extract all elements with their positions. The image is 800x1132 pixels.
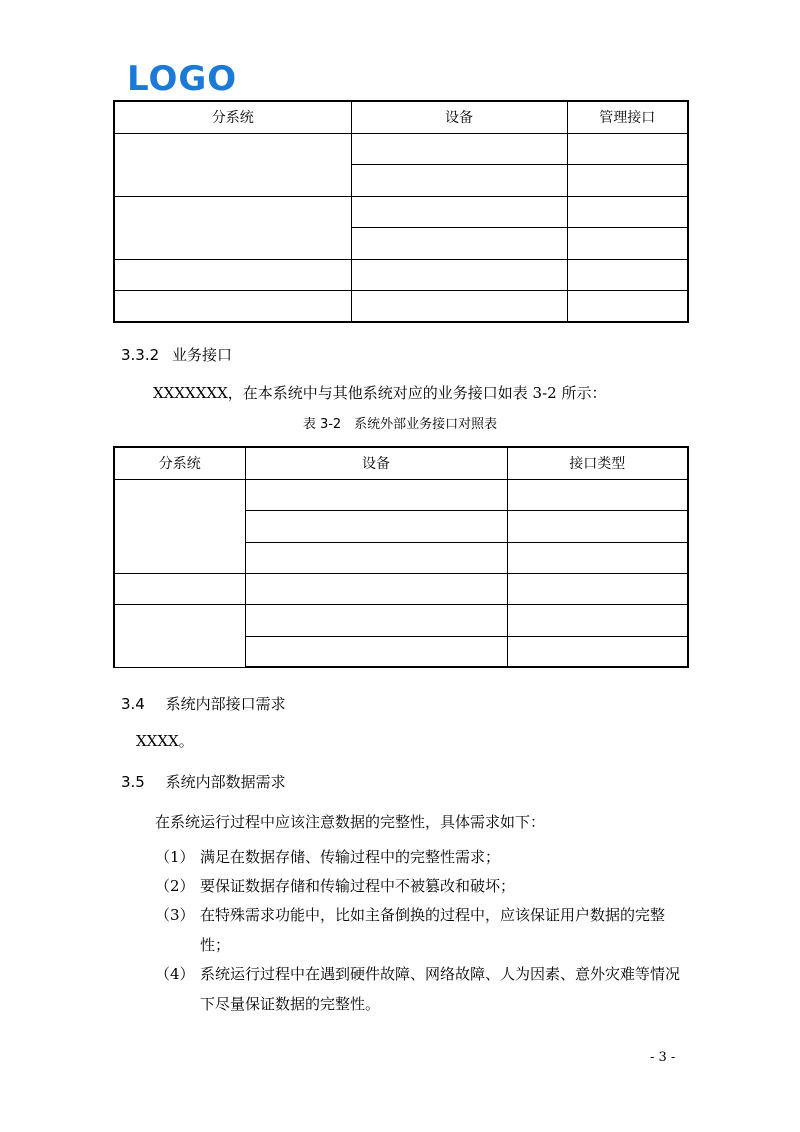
table-cell <box>114 196 351 259</box>
section-heading-3-3-2 <box>121 345 232 365</box>
table-cell <box>507 573 688 604</box>
section-heading-3-4 <box>121 694 286 714</box>
table-cell <box>245 573 507 604</box>
table2-header-interface-type: 接口类型 <box>507 447 688 479</box>
table-cell <box>114 290 351 322</box>
paragraph-business-interface: XXXXXXX，在本系统中与其他系统对应的业务接口如表 3-2 所示： <box>153 384 607 402</box>
table-cell <box>507 604 688 636</box>
list-item <box>155 964 695 1016</box>
table-cell <box>351 164 567 196</box>
table-cell <box>507 479 688 510</box>
table1-header-subsystem: 分系统 <box>114 101 351 133</box>
table1-header-mgmt-interface: 管理接口 <box>567 101 688 133</box>
section-title: 系统内部接口需求 <box>165 695 286 713</box>
list-item-number: （2） <box>155 877 195 895</box>
section-heading-3-5 <box>121 772 286 792</box>
table-cell <box>567 164 688 196</box>
table-cell <box>507 510 688 542</box>
section-title: 系统内部数据需求 <box>165 773 286 791</box>
list-item-number: （4） <box>155 965 195 983</box>
section-number: 3.3.2 <box>121 346 160 364</box>
table-cell <box>567 196 688 227</box>
table-cell <box>245 636 507 667</box>
table2-caption: 表 3-2 系统外部业务接口对照表 <box>302 417 498 432</box>
table-cell <box>114 259 351 290</box>
table-cell <box>114 479 245 573</box>
logo-text: LOGO <box>127 59 238 99</box>
table-cell <box>114 133 351 196</box>
table-cell <box>245 479 507 510</box>
table-cell <box>114 604 245 667</box>
list-item-text: 满足在数据存储、传输过程中的完整性需求； <box>200 848 501 866</box>
section-number: 3.5 <box>121 773 145 791</box>
management-interface-table <box>113 100 689 323</box>
paragraph-internal-interface: XXXX。 <box>136 732 194 750</box>
paragraph-internal-data: 在系统运行过程中应该注意数据的完整性，具体需求如下： <box>155 813 546 831</box>
page-number: - 3 - <box>650 1050 676 1065</box>
table-cell <box>567 290 688 322</box>
table-cell <box>351 227 567 259</box>
table-cell <box>114 573 245 604</box>
table-cell <box>245 510 507 542</box>
list-item-text: 系统运行过程中在遇到硬件故障、网络故障、人为因素、意外灾难等情况下尽量保证数据的完整性。 <box>200 965 681 1013</box>
list-item-number: （3） <box>155 906 195 924</box>
logo <box>127 59 238 99</box>
table-cell <box>351 290 567 322</box>
list-item <box>155 905 695 957</box>
table-cell <box>351 196 567 227</box>
table2-header-subsystem: 分系统 <box>114 447 245 479</box>
business-interface-table <box>113 446 689 668</box>
table-cell <box>245 604 507 636</box>
table-cell <box>507 636 688 667</box>
list-item <box>155 876 695 898</box>
section-title: 业务接口 <box>171 346 232 364</box>
list-item-text: 要保证数据存储和传输过程中不被篡改和破坏； <box>200 877 516 895</box>
list-item <box>155 847 695 869</box>
list-item-number: （1） <box>155 848 195 866</box>
table-cell <box>567 227 688 259</box>
table-cell <box>351 259 567 290</box>
table-cell <box>567 259 688 290</box>
table-cell <box>351 133 567 164</box>
table-cell <box>567 133 688 164</box>
table-cell <box>245 542 507 573</box>
table-cell <box>507 542 688 573</box>
table1-header-device: 设备 <box>351 101 567 133</box>
table2-header-device: 设备 <box>245 447 507 479</box>
section-number: 3.4 <box>121 695 145 713</box>
list-item-text: 在特殊需求功能中，比如主备倒换的过程中，应该保证用户数据的完整性； <box>200 906 666 954</box>
